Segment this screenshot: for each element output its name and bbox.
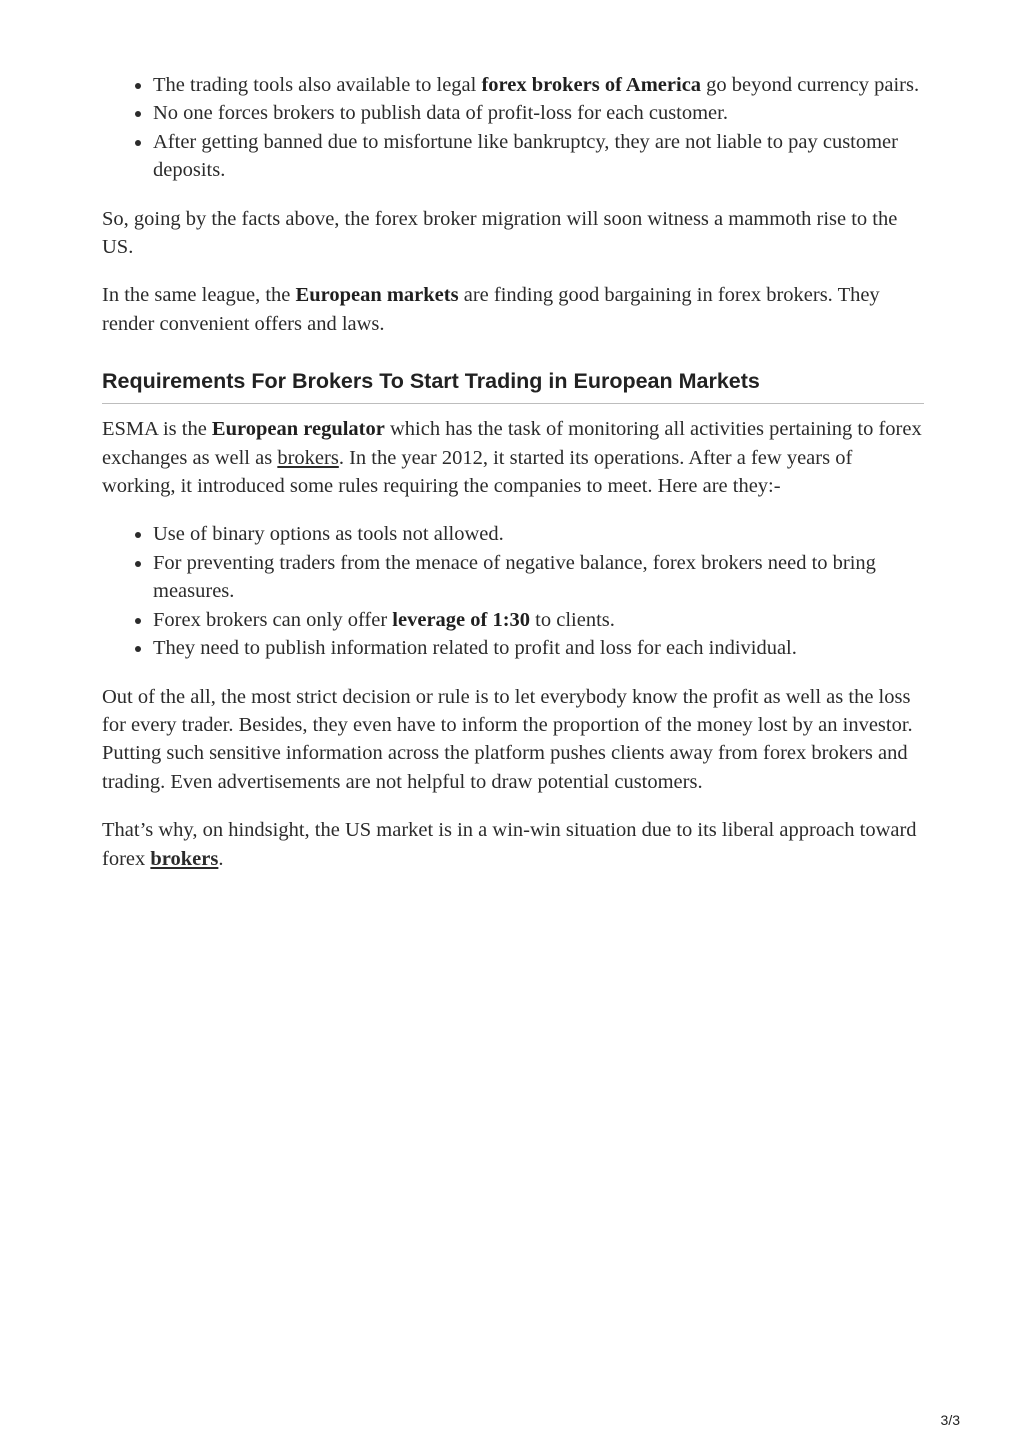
- paragraph-conclusion: That’s why, on hindsight, the US market is in a win-win situation due to its liberal approach toward forex brokers.: [102, 819, 917, 870]
- list-item: • Use of binary options as tools not allowed.: [153, 520, 924, 548]
- list-item: • Forex brokers can only offer leverage of 1:30 to clients.: [153, 606, 924, 634]
- bullet-list-esma-rules: [102, 520, 924, 662]
- list-item: • No one forces brokers to publish data of profit-loss for each customer.: [153, 99, 924, 127]
- paragraph-esma: ESMA is the European regulator which has the task of monitoring all activities pertaining to forex exchanges as well as brokers. In the year 2012, it started its operations. After a few years of working, it introduced some rules requiring the companies to meet. Here are they:-: [102, 418, 922, 498]
- list-item: • The trading tools also available to legal forex brokers of America go beyond currency pairs.: [153, 71, 924, 99]
- list-item: • After getting banned due to misfortune like bankruptcy, they are not liable to pay customer deposits.: [153, 128, 924, 185]
- bold-text: European regulator: [211, 418, 385, 441]
- bullet-list-us-advantages: [102, 71, 924, 185]
- bold-text: forex brokers of America: [481, 74, 702, 96]
- paragraph-european-markets: In the same league, the European markets are finding good bargaining in forex brokers. They render convenient offers and laws.: [102, 284, 880, 335]
- article-body: [102, 71, 924, 893]
- list-item: • For preventing traders from the menace of negative balance, forex brokers need to bring measures.: [153, 549, 924, 606]
- bold-text: European markets: [295, 284, 459, 307]
- bold-text: leverage of 1:30: [392, 608, 531, 631]
- paragraph-strict-rule: Out of the all, the most strict decision or rule is to let everybody know the profit as well as the loss for every trader. Besides, they even have to inform the proportion of the money lost by an investor. Putting such sensitive information across the platform pushes clients away from forex brokers and trading. Even advertisements are not helpful to draw potential customers.: [102, 685, 913, 793]
- list-item: • They need to publish information related to profit and loss for each individual.: [153, 634, 924, 662]
- section-heading: Requirements For Brokers To Start Trading in European Markets: [102, 367, 924, 404]
- brokers-link-bold[interactable]: brokers: [150, 847, 219, 870]
- brokers-link[interactable]: brokers: [277, 446, 339, 469]
- page-number: 3/3: [940, 1412, 960, 1428]
- paragraph-migration: So, going by the facts above, the forex broker migration will soon witness a mammoth rise to the US.: [102, 207, 898, 259]
